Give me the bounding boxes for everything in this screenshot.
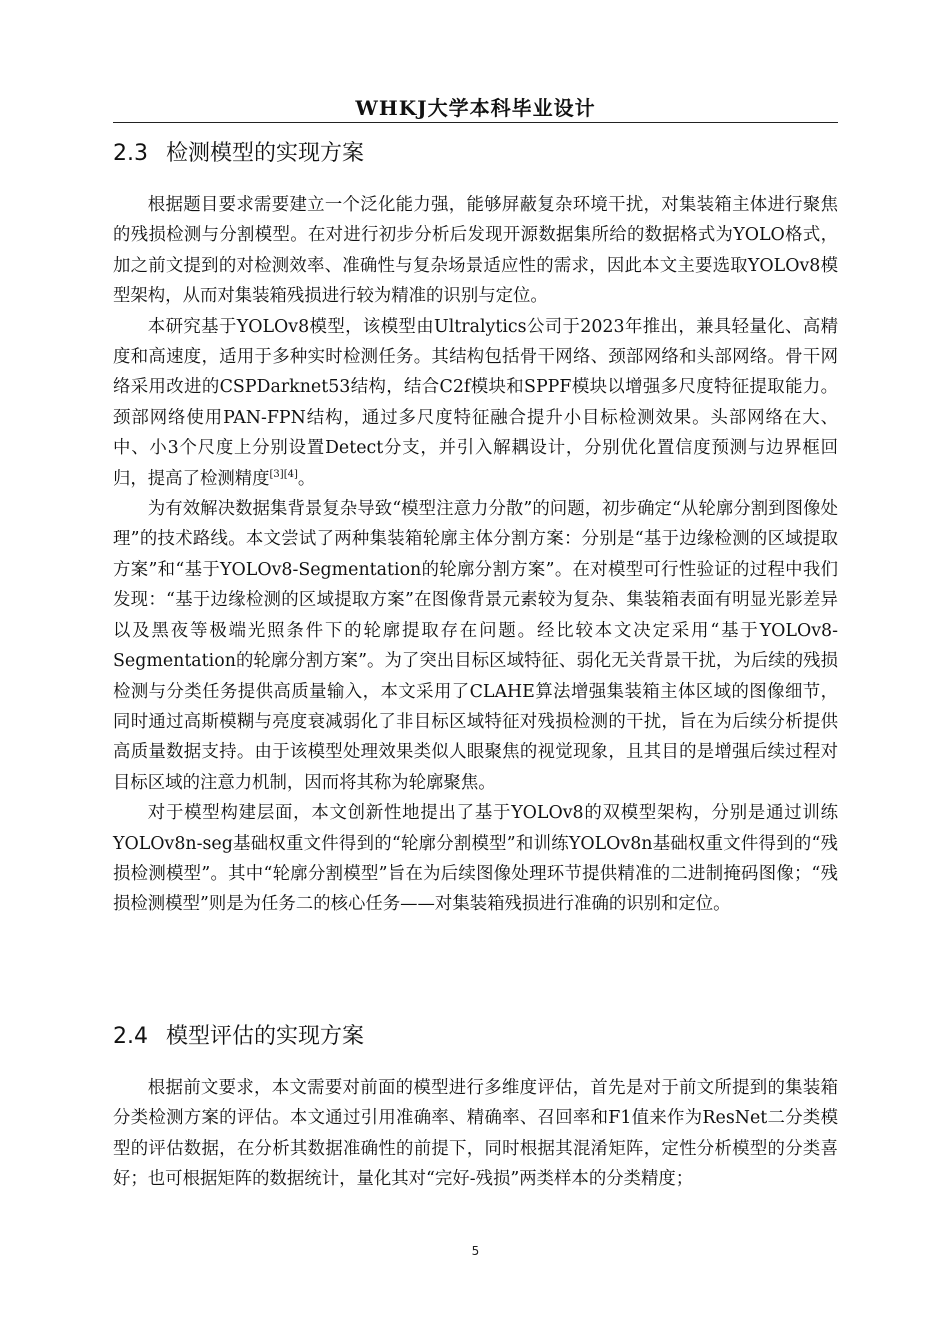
section-number: 2.4 xyxy=(113,1024,148,1049)
section-heading-2-4 xyxy=(113,1019,838,1050)
paragraph-end: 。 xyxy=(297,468,316,489)
paragraph xyxy=(113,312,838,494)
section-title: 模型评估的实现方案 xyxy=(166,1024,365,1049)
section-title: 检测模型的实现方案 xyxy=(166,141,365,166)
section-number: 2.3 xyxy=(113,141,148,166)
running-header: WHKJ大学本科毕业设计 xyxy=(355,96,596,120)
paragraph: 根据题目要求需要建立一个泛化能力强，能够屏蔽复杂环境干扰，对集装箱主体进行聚焦的残损检测与分割模型。在对进行初步分析后发现开源数据集所给的数据格式为YOLO格式，加之前文提到的对检测效率、准确性与复杂场景适应性的需求，因此本文主要选取YOLOv8模型架构，从而对集装箱残损进行较为精准的识别与定位。 xyxy=(113,195,838,307)
section-heading-2-3 xyxy=(113,136,838,167)
section-2-3-body xyxy=(113,190,838,920)
section-2-4-body xyxy=(113,1073,838,1195)
header-rule xyxy=(113,122,838,123)
paragraph: 为有效解决数据集背景复杂导致“模型注意力分散”的问题，初步确定“从轮廓分割到图像处理”的技术路线。本文尝试了两种集装箱轮廓主体分割方案：分别是“基于边缘检测的区域提取方案”和“基于YOLOv8-Segmentation的轮廓分割方案”。在对模型可行性验证的过程中我们发现：“基于边缘检测的区域提取方案”在图像背景元素较为复杂、集装箱表面有明显光影差异以及黑夜等极端光照条件下的轮廓提取存在问题。经比较本文决定采用“基于YOLOv8-Segmentation的轮廓分割方案”。为了突出目标区域特征、弱化无关背景干扰，为后续的残损检测与分类任务提供高质量输入，本文采用了CLAHE算法增强集装箱主体区域的图像细节，同时通过高斯模糊与亮度衰减弱化了非目标区域特征对残损检测的干扰，旨在为后续分析提供高质量数据支持。由于该模型处理效果类似人眼聚焦的视觉现象，且其目的是增强后续过程对目标区域的注意力机制，因而将其称为轮廓聚焦。 xyxy=(113,499,838,793)
paragraph-text: 本研究基于YOLOv8模型，该模型由Ultralytics公司于2023年推出，兼具轻量化、高精度和高速度，适用于多种实时检测任务。其结构包括骨干网络、颈部网络和头部网络。骨干网络采用改进的CSPDarknet53结构，结合C2f模块和SPPF模块以增强多尺度特征提取能力。颈部网络使用PAN-FPN结构，通过多尺度特征融合提升小目标检测效果。头部网络在大、中、小3个尺度上分别设置Detect分支，并引入解耦设计，分别优化置信度预测与边界框回归，提高了检测精度 xyxy=(113,316,838,489)
paragraph: 对于模型构建层面，本文创新性地提出了基于YOLOv8的双模型架构，分别是通过训练YOLOv8n-seg基础权重文件得到的“轮廓分割模型”和训练YOLOv8n基础权重文件得到的“残损检测模型”。其中“轮廓分割模型”旨在为后续图像处理环节提供精准的二进制掩码图像；“残损检测模型”则是为任务二的核心任务——对集装箱残损进行准确的识别和定位。 xyxy=(113,803,838,915)
page-number: 5 xyxy=(471,1244,480,1258)
citation-superscript: [3][4] xyxy=(269,468,298,480)
paragraph: 根据前文要求，本文需要对前面的模型进行多维度评估，首先是对于前文所提到的集装箱分类检测方案的评估。本文通过引用准确率、精确率、召回率和F1值来作为ResNet二分类模型的评估数据，在分析其数据准确性的前提下，同时根据其混淆矩阵，定性分析模型的分类喜好；也可根据矩阵的数据统计，量化其对“完好-残损”两类样本的分类精度； xyxy=(113,1078,838,1190)
